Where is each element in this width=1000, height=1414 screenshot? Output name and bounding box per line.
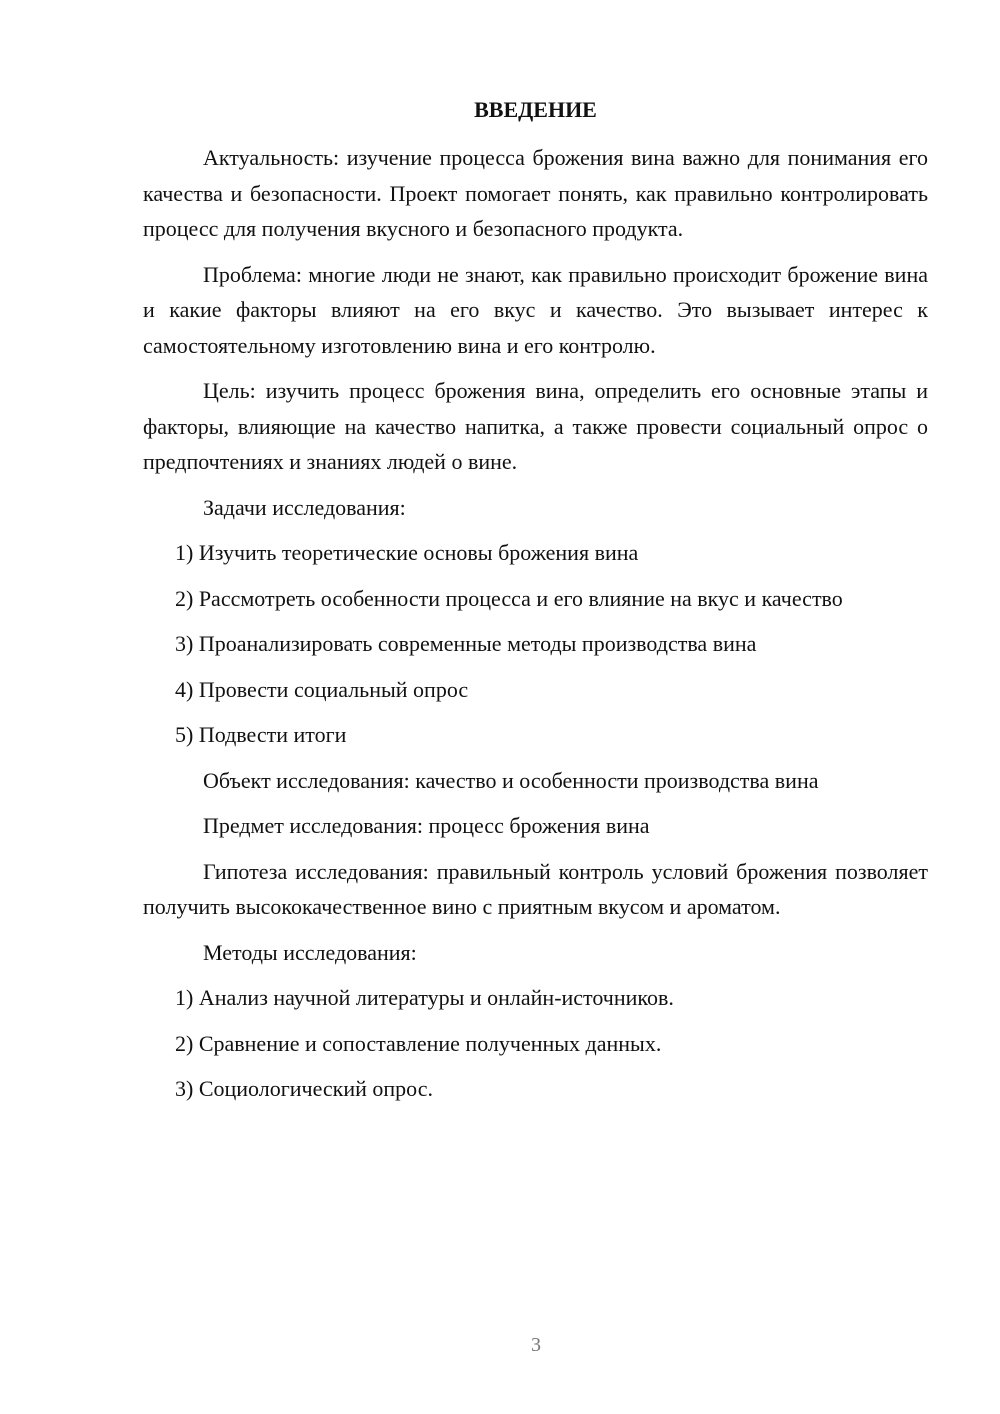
goal-paragraph: Цель: изучить процесс брожения вина, определить его основные этапы и факторы, влияющие на качество напитка, а также провести социальный опрос о предпочтениях и знаниях людей о вине. bbox=[143, 378, 928, 474]
subject-line: Предмет исследования: процесс брожения вина bbox=[203, 813, 650, 838]
section-title: ВВЕДЕНИЕ bbox=[474, 97, 597, 122]
relevance-paragraph: Актуальность: изучение процесса брожения вина важно для понимания его качества и безопасности. Проект помогает понять, как правильно контролировать процесс для получения вкусного и безопасного продукта. bbox=[143, 145, 928, 241]
task-item: 2) Рассмотреть особенности процесса и его влияние на вкус и качество bbox=[175, 585, 843, 611]
page-number: 3 bbox=[531, 1334, 541, 1356]
problem-paragraph: Проблема: многие люди не знают, как правильно происходит брожение вина и какие факторы влияют на его вкус и качество. Это вызывает интерес к самостоятельному изготовлению вина и его контролю. bbox=[143, 261, 928, 358]
document-page bbox=[143, 92, 928, 1117]
tasks-heading: Задачи исследования: bbox=[203, 494, 406, 520]
task-item: 5) Подвести итоги bbox=[175, 722, 347, 747]
object-line: Объект исследования: качество и особенности производства вина bbox=[203, 767, 819, 793]
hypothesis-paragraph: Гипотеза исследования: правильный контроль условий брожения позволяет получить высококачественное вино с приятным вкусом и ароматом. bbox=[143, 858, 928, 919]
method-item: 1) Анализ научной литературы и онлайн-источников. bbox=[175, 985, 674, 1010]
method-item: 3) Социологический опрос. bbox=[175, 1076, 433, 1101]
task-item: 3) Проанализировать современные методы производства вина bbox=[175, 631, 757, 656]
method-item: 2) Сравнение и сопоставление полученных данных. bbox=[175, 1030, 662, 1056]
task-item: 1) Изучить теоретические основы брожения вина bbox=[175, 540, 639, 565]
task-item: 4) Провести социальный опрос bbox=[175, 676, 469, 702]
methods-heading: Методы исследования: bbox=[203, 939, 417, 965]
